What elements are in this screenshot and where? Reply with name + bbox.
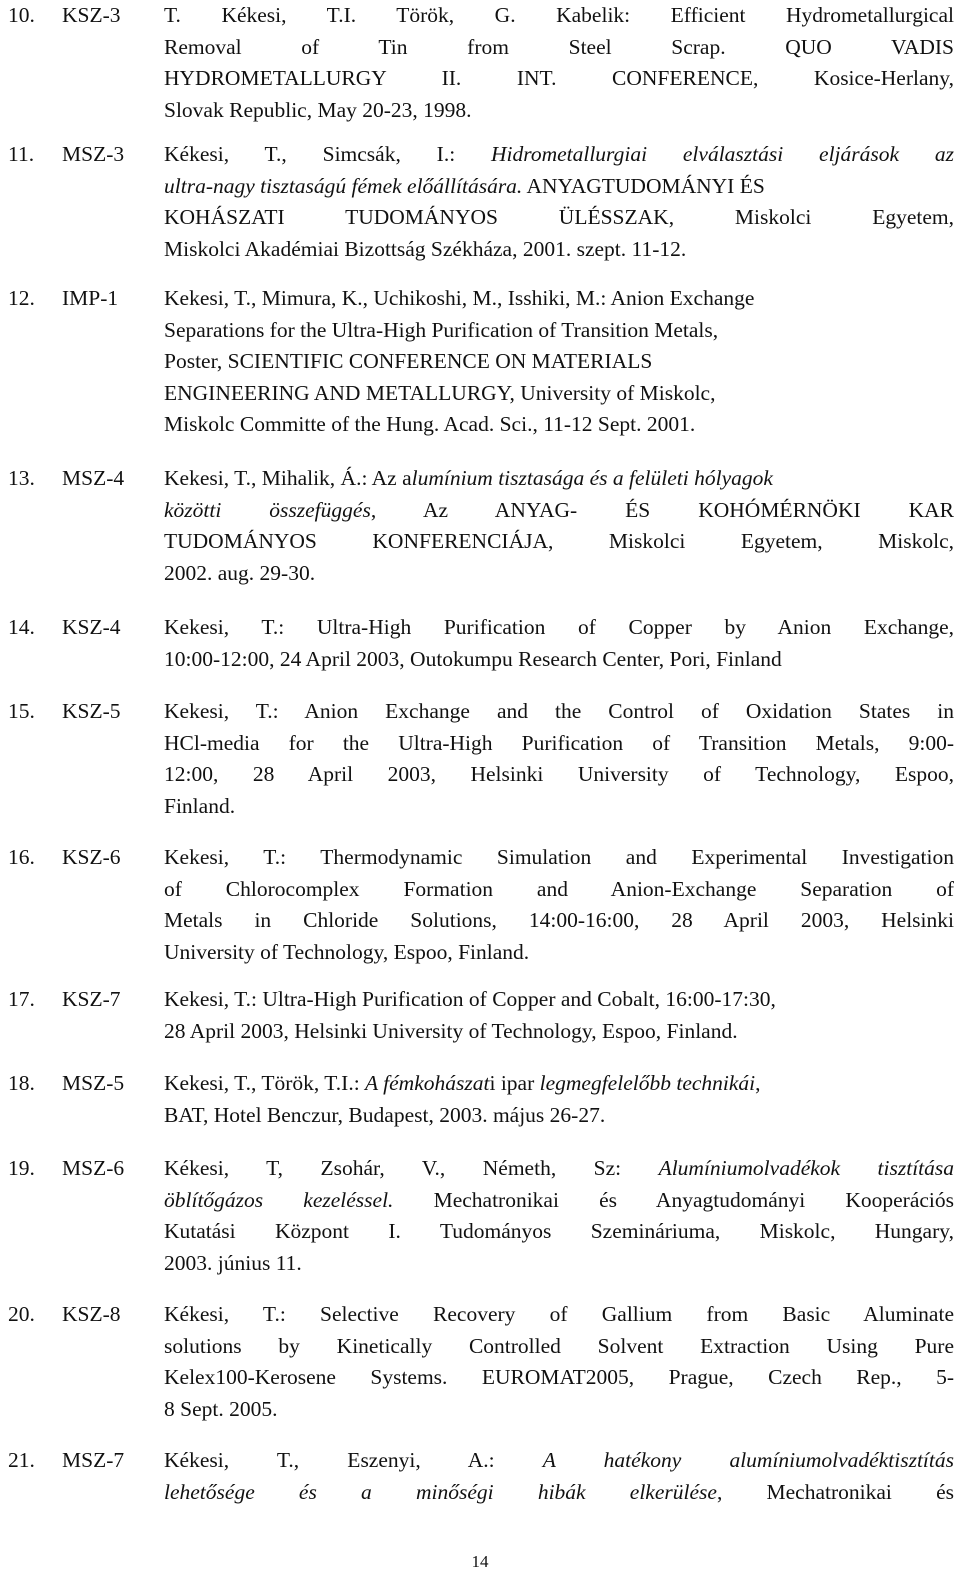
entry-code: MSZ-6 bbox=[62, 1156, 125, 1180]
entry-text-segment: Kekesi, T., Mihalik, Á.: Az a bbox=[164, 466, 412, 490]
entry-line bbox=[164, 315, 954, 347]
entry-code: MSZ-3 bbox=[62, 142, 125, 166]
entry-line bbox=[164, 1068, 954, 1100]
entry-line bbox=[164, 1100, 954, 1132]
italic-title-text: közötti összefüggés bbox=[164, 497, 371, 522]
entry-text-segment: 10:00-12:00, 24 April 2003, Outokumpu Research Center, Pori, Finland bbox=[164, 646, 782, 671]
entry-text-segment: Metals in Chloride Solutions, 14:00-16:00, 28 April 2003, Helsinki bbox=[164, 908, 954, 933]
entry-line bbox=[164, 409, 954, 441]
entry-text bbox=[164, 612, 954, 675]
italic-title-text: lumínium tisztasága és a felületi hólyagok bbox=[411, 466, 773, 490]
entry-line bbox=[164, 1445, 954, 1477]
entry-text-segment: Mechatronikai és Anyagtudományi Kooperációs bbox=[393, 1187, 954, 1212]
italic-title-text: Alumíniumolvadékok tisztítása bbox=[658, 1156, 954, 1180]
entry-text-segment: , Mechatronikai és bbox=[716, 1479, 954, 1504]
entry-line bbox=[164, 95, 954, 127]
entry-line bbox=[164, 495, 954, 527]
entry-text bbox=[164, 139, 954, 265]
entry-text-segment: solutions by Kinetically Controlled Solvent Extraction Using Pure bbox=[164, 1333, 954, 1358]
entry-line bbox=[164, 791, 954, 823]
entry-number: 18. bbox=[8, 1071, 35, 1095]
italic-title-text: A hatékony alumíniumolvadéktisztítás bbox=[542, 1448, 954, 1472]
entry-text-segment: Removal of Tin from Steel Scrap. QUO VADIS bbox=[164, 34, 954, 59]
entry-text-segment: KOHÁSZATI TUDOMÁNYOS ÜLÉSSZAK, Miskolci Egyetem, bbox=[164, 205, 954, 230]
entry-line bbox=[164, 234, 954, 266]
entry-text-segment: 12:00, 28 April 2003, Helsinki University of Technology, Espoo, bbox=[164, 762, 954, 787]
entry-line bbox=[164, 63, 954, 95]
entry-text-segment: 28 April 2003, Helsinki University of Technology, Espoo, Finland. bbox=[164, 1018, 738, 1043]
entry-code: KSZ-4 bbox=[62, 615, 121, 639]
entry-line bbox=[164, 378, 954, 410]
entry-text-segment: Miskolci Akadémiai Bizottság Székháza, 2001. szept. 11-12. bbox=[164, 236, 687, 261]
entry-number: 20. bbox=[8, 1302, 35, 1326]
entry-code: KSZ-6 bbox=[62, 845, 121, 869]
entry-line bbox=[164, 905, 954, 937]
entry-text-segment: Poster, SCIENTIFIC CONFERENCE ON MATERIALS bbox=[164, 349, 653, 374]
entry-line bbox=[164, 1331, 954, 1363]
entry-line bbox=[164, 558, 954, 590]
entry-number: 16. bbox=[8, 845, 35, 869]
entry-line bbox=[164, 202, 954, 234]
entry-code: KSZ-7 bbox=[62, 987, 121, 1011]
entry-line bbox=[164, 696, 954, 728]
entry-text bbox=[164, 0, 954, 126]
entry-code: MSZ-7 bbox=[62, 1448, 125, 1472]
entry-line bbox=[164, 526, 954, 558]
entry-text bbox=[164, 696, 954, 822]
entry-text bbox=[164, 984, 954, 1047]
entry-text-segment: of Chlorocomplex Formation and Anion-Exchange Separation of bbox=[164, 876, 954, 901]
entry-code: KSZ-3 bbox=[62, 3, 121, 27]
entry-line bbox=[164, 1185, 954, 1217]
entry-line bbox=[164, 1477, 954, 1509]
entry-text-segment: Kutatási Központ I. Tudományos Szemináriuma, Miskolc, Hungary, bbox=[164, 1219, 954, 1244]
entry-number: 12. bbox=[8, 286, 35, 310]
entry-line bbox=[164, 346, 954, 378]
italic-title-text: legmegfelelőbb technikái bbox=[539, 1071, 756, 1095]
entry-line bbox=[164, 463, 954, 495]
entry-text-segment: HCl-media for the Ultra-High Purification of Transition Metals, 9:00- bbox=[164, 730, 954, 755]
entry-text-segment: T. Kékesi, T.I. Török, G. Kabelik: Efficient Hydrometallurgical bbox=[164, 3, 954, 27]
entry-text bbox=[164, 1068, 954, 1131]
entry-line bbox=[164, 874, 954, 906]
entry-text bbox=[164, 1153, 954, 1279]
entry-text-segment: Kekesi, T.: Ultra-High Purification of Copper by Anion Exchange, bbox=[164, 615, 954, 639]
entry-line bbox=[164, 984, 954, 1016]
entry-text-segment: TUDOMÁNYOS KONFERENCIÁJA, Miskolci Egyetem, Miskolc, bbox=[164, 529, 954, 554]
entry-number: 17. bbox=[8, 987, 35, 1011]
entry-line bbox=[164, 1362, 954, 1394]
entry-code: IMP-1 bbox=[62, 286, 119, 310]
entry-text-segment: Kékesi, T., Simcsák, I.: bbox=[164, 142, 491, 166]
entry-number: 14. bbox=[8, 615, 35, 639]
italic-title-text: A fémkohászat bbox=[365, 1071, 490, 1095]
entry-text-segment: ANYAGTUDOMÁNYI ÉS bbox=[522, 173, 765, 198]
entry-line bbox=[164, 283, 954, 315]
entry-line bbox=[164, 937, 954, 969]
entry-number: 10. bbox=[8, 3, 35, 27]
entry-text-segment: Kekesi, T., Mimura, K., Uchikoshi, M., Isshiki, M.: Anion Exchange bbox=[164, 286, 755, 310]
entry-code: KSZ-5 bbox=[62, 699, 121, 723]
entry-code: MSZ-4 bbox=[62, 466, 125, 490]
entry-number: 21. bbox=[8, 1448, 35, 1472]
entry-text bbox=[164, 1299, 954, 1425]
entry-code: KSZ-8 bbox=[62, 1302, 121, 1326]
page-number: 14 bbox=[471, 1552, 489, 1571]
entry-line bbox=[164, 1153, 954, 1185]
entry-text-segment: HYDROMETALLURGY II. INT. CONFERENCE, Kosice-Herlany, bbox=[164, 66, 954, 91]
entry-text-segment: ENGINEERING AND METALLURGY, University of Miskolc, bbox=[164, 380, 716, 405]
entry-text-segment: Kékesi, T, Zsohár, V., Németh, Sz: bbox=[164, 1156, 659, 1180]
entry-text-segment: Kékesi, T., Eszenyi, A.: bbox=[164, 1448, 543, 1472]
entry-number: 11. bbox=[8, 142, 35, 166]
entry-line bbox=[164, 612, 954, 644]
italic-title-text: öblítőgázos kezeléssel. bbox=[164, 1187, 394, 1212]
italic-title-text: lehetősége és a minőségi hibák elkerülése bbox=[164, 1479, 717, 1504]
entry-line bbox=[164, 842, 954, 874]
entry-line bbox=[164, 728, 954, 760]
entry-text-segment: Slovak Republic, May 20-23, 1998. bbox=[164, 97, 472, 122]
entry-text-segment: University of Technology, Espoo, Finland. bbox=[164, 939, 530, 964]
entry-text-segment: Finland. bbox=[164, 793, 236, 818]
entry-line bbox=[164, 759, 954, 791]
entry-number: 13. bbox=[8, 466, 35, 490]
entry-line bbox=[164, 1016, 954, 1048]
italic-title-text: Hidrometallurgiai elválasztási eljárások az bbox=[491, 142, 954, 166]
entry-number: 15. bbox=[8, 699, 35, 723]
entry-text-segment: , Az ANYAG- ÉS KOHÓMÉRNÖKI KAR bbox=[370, 497, 954, 522]
entry-line bbox=[164, 1216, 954, 1248]
entry-text-segment: Kékesi, T.: Selective Recovery of Gallium from Basic Aluminate bbox=[164, 1302, 954, 1326]
italic-title-text: ultra-nagy tisztaságú fémek előállítására. bbox=[164, 173, 523, 198]
entry-text-segment: Kekesi, T.: Thermodynamic Simulation and Experimental Investigation bbox=[164, 845, 954, 869]
entry-line bbox=[164, 171, 954, 203]
entry-text bbox=[164, 842, 954, 968]
entry-text-segment: 8 Sept. 2005. bbox=[164, 1396, 278, 1421]
entry-text-segment: Kelex100-Kerosene Systems. EUROMAT2005, Prague, Czech Rep., 5- bbox=[164, 1365, 954, 1390]
entry-line bbox=[164, 0, 954, 32]
entry-text-segment: Separations for the Ultra-High Purification of Transition Metals, bbox=[164, 317, 719, 342]
entry-text-segment: 2003. június 11. bbox=[164, 1250, 302, 1275]
entry-text-segment: , bbox=[755, 1071, 761, 1095]
entry-text bbox=[164, 463, 954, 589]
entry-text-segment: i ipar bbox=[489, 1071, 540, 1095]
entry-text-segment: Kekesi, T.: Ultra-High Purification of Copper and Cobalt, 16:00-17:30, bbox=[164, 987, 776, 1011]
entry-text-segment: Miskolc Committe of the Hung. Acad. Sci., 11-12 Sept. 2001. bbox=[164, 412, 696, 437]
entry-text bbox=[164, 1445, 954, 1508]
entry-text-segment: Kekesi, T., Török, T.I.: bbox=[164, 1071, 366, 1095]
entry-text bbox=[164, 283, 954, 441]
entry-line bbox=[164, 1248, 954, 1280]
entry-line bbox=[164, 1394, 954, 1426]
entry-text-segment: Kekesi, T.: Anion Exchange and the Control of Oxidation States in bbox=[164, 699, 954, 723]
entry-line bbox=[164, 139, 954, 171]
entry-code: MSZ-5 bbox=[62, 1071, 125, 1095]
entry-line bbox=[164, 32, 954, 64]
entry-text-segment: 2002. aug. 29-30. bbox=[164, 560, 316, 585]
entry-number: 19. bbox=[8, 1156, 35, 1180]
entry-line bbox=[164, 1299, 954, 1331]
entry-line bbox=[164, 644, 954, 676]
entry-text-segment: BAT, Hotel Benczur, Budapest, 2003. május 26-27. bbox=[164, 1102, 606, 1127]
